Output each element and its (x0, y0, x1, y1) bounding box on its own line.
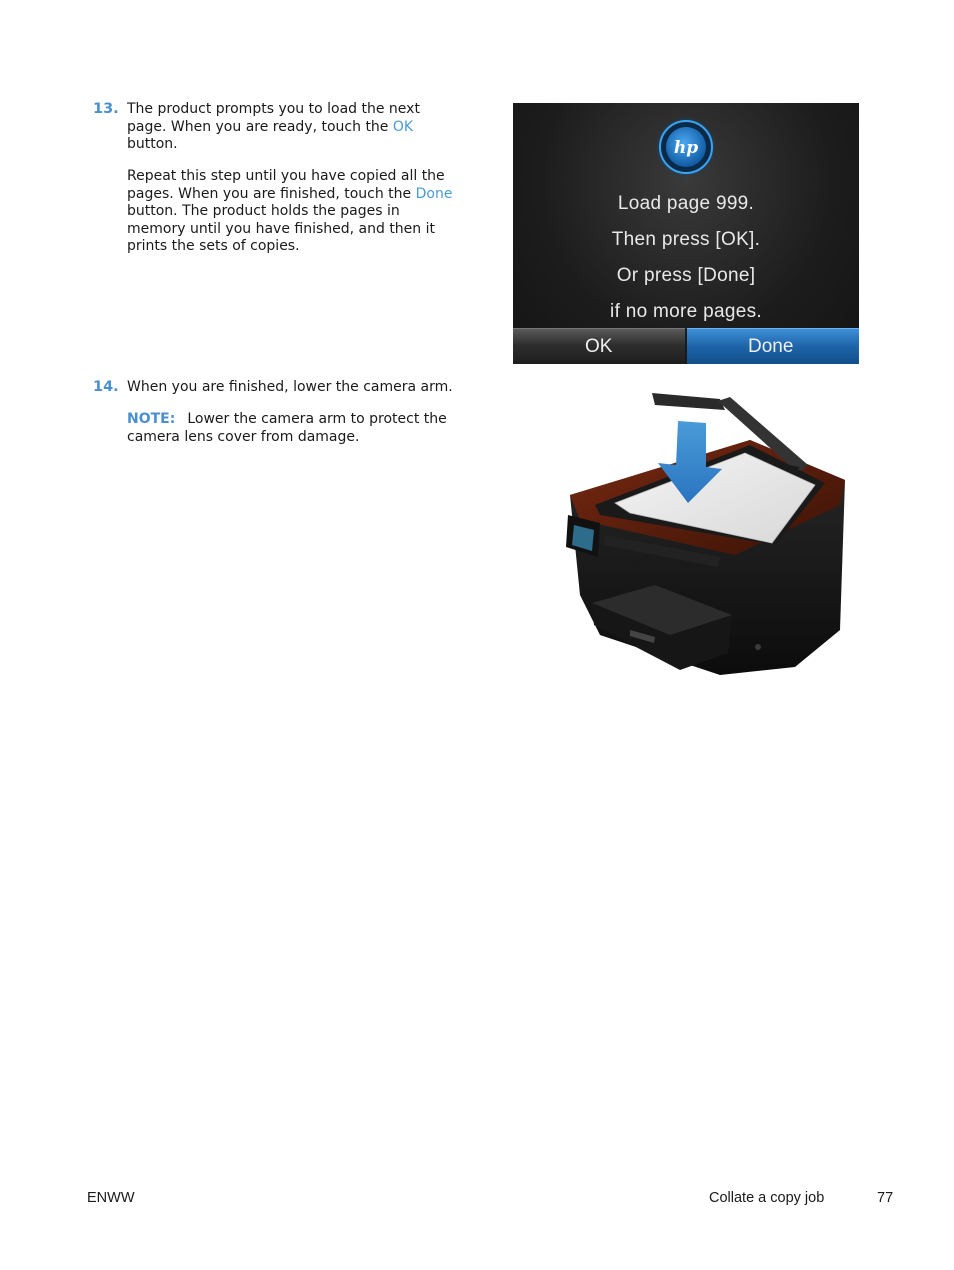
done-link[interactable]: Done (415, 185, 453, 202)
screen-line-4: if no more pages. (610, 301, 762, 322)
hp-logo-text: hp (673, 138, 699, 158)
ok-button[interactable]: OK (513, 328, 685, 364)
step-13-number: 13. (93, 101, 119, 117)
screen-line-2: Then press [OK]. (611, 229, 761, 250)
step-14-number: 14. (93, 379, 119, 395)
repeat-text-end: button. The product holds the pages in memory until you have finished, and then it prints the sets of copies. (127, 203, 435, 255)
screen-line-1: Load page 999. (617, 193, 755, 214)
camera-arm-head (652, 393, 725, 410)
step-13-repeat-text (127, 168, 462, 256)
screen-line-3: Or press [Done] (616, 265, 756, 286)
note (127, 411, 457, 446)
done-button[interactable]: Done (687, 328, 859, 364)
footer-section-title: Collate a copy job (709, 1190, 825, 1206)
repeat-text-start: Repeat this step until you have copied all the pages. When you are finished, touch the (127, 168, 445, 202)
step-13-text-start: The product prompts you to load the next page. When you are ready, touch the (127, 101, 420, 135)
printer-illustration (560, 385, 860, 685)
step-13-text (127, 101, 427, 154)
footer-page-number: 77 (877, 1190, 894, 1206)
step-13-text-end: button. (127, 136, 178, 153)
hp-logo-icon (654, 115, 718, 179)
step-14-text: When you are finished, lower the camera arm. (127, 379, 453, 395)
note-label: NOTE: (127, 411, 176, 427)
footer-left: ENWW (87, 1190, 135, 1206)
note-text: Lower the camera arm to protect the camera lens cover from damage. (127, 411, 447, 445)
ok-link[interactable]: OK (392, 118, 414, 135)
control-panel-screen (513, 103, 859, 364)
